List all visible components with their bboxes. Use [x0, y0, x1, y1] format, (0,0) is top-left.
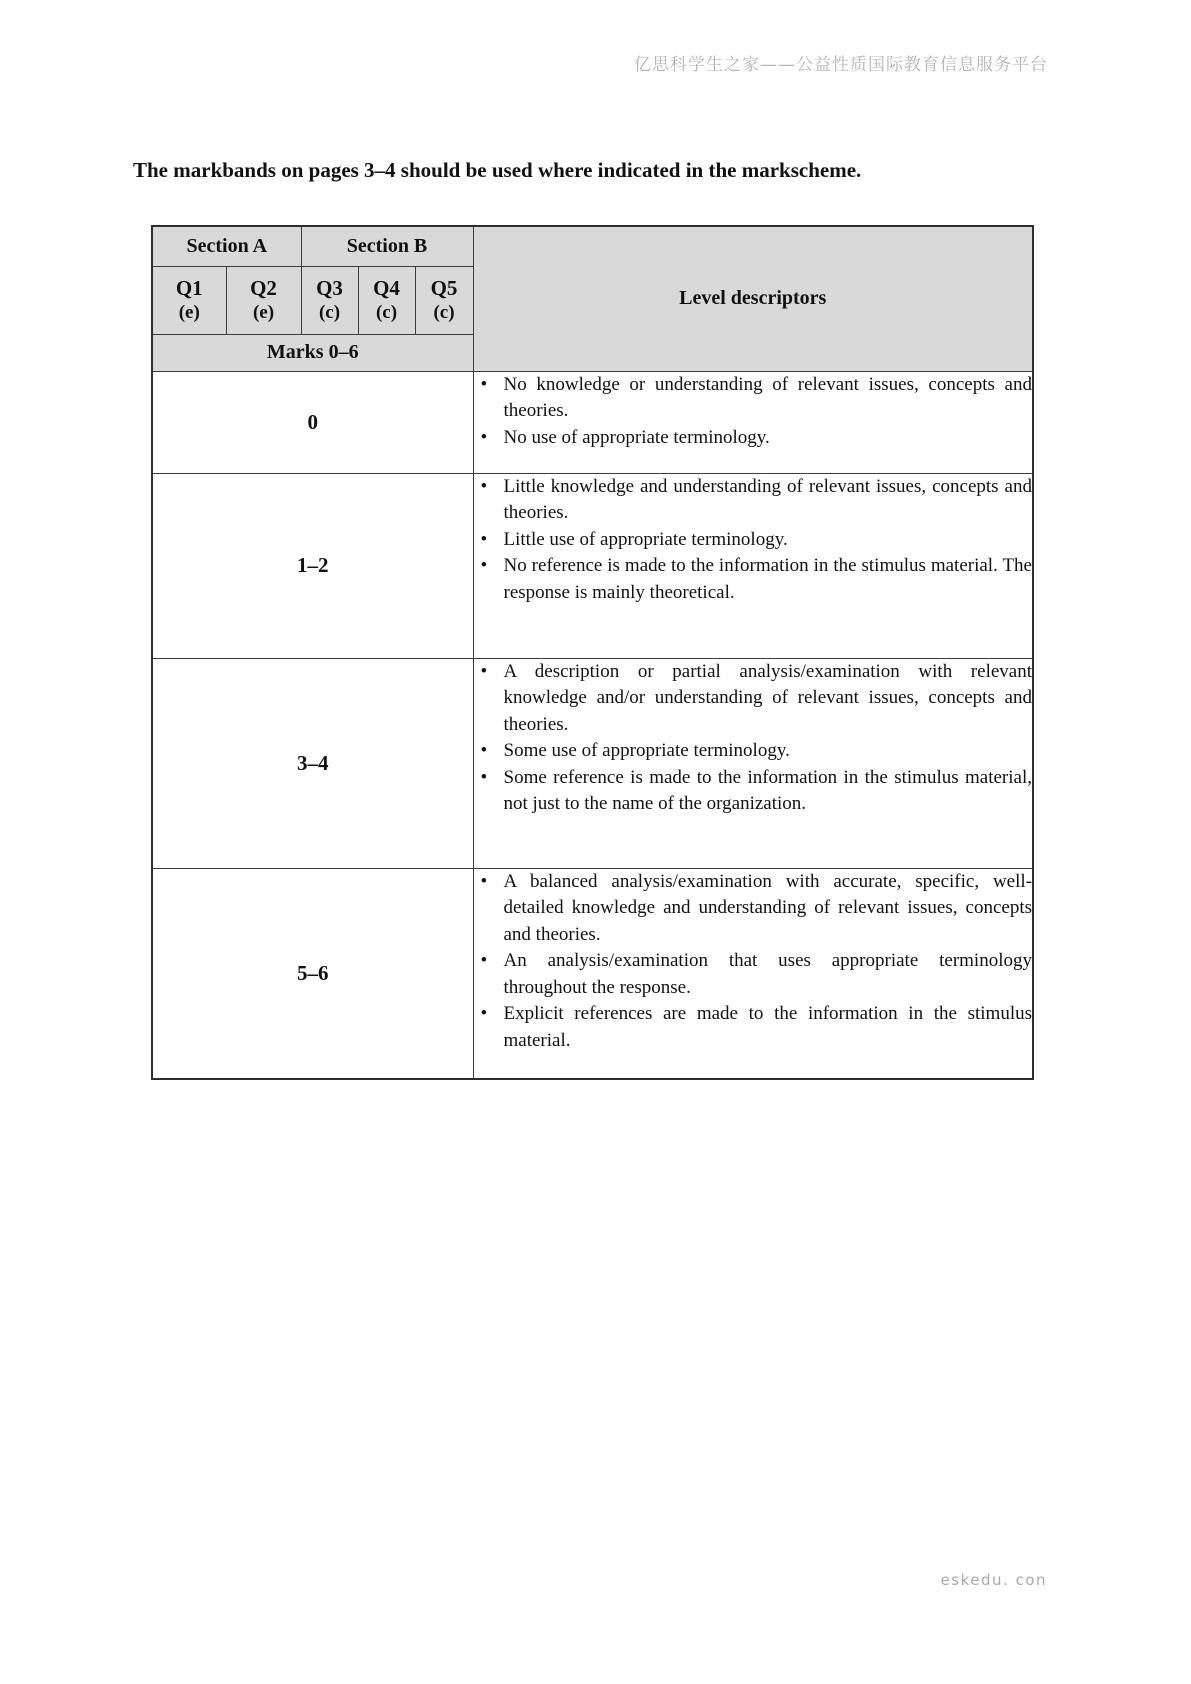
question-header-q5: [415, 266, 473, 334]
markband-row: [152, 868, 1033, 1079]
question-number: Q5: [430, 276, 458, 300]
descriptor-bullet: • Little knowledge and understanding of relevant issues, concepts and theories.: [474, 474, 1033, 527]
level-descriptor-cell: [473, 473, 1033, 658]
markband-table: [151, 225, 1034, 1080]
level-descriptor-cell: [473, 371, 1033, 473]
header-site-watermark: 亿思科学生之家——公益性质国际教育信息服务平台: [634, 55, 1048, 75]
descriptor-bullet: • No knowledge or understanding of relevant issues, concepts and theories.: [474, 372, 1033, 425]
question-header-q3: [301, 266, 358, 334]
descriptor-list: [474, 474, 1033, 607]
question-type: (e): [178, 302, 200, 323]
marks-range-header: Marks 0–6: [152, 334, 473, 371]
descriptor-bullet: • No reference is made to the information in the stimulus material. The response is mainly theoretical.: [474, 553, 1033, 606]
descriptor-list: [474, 659, 1033, 818]
descriptor-list: [474, 869, 1033, 1055]
question-header-q1: [152, 266, 226, 334]
marks-value: 1–2: [152, 473, 473, 658]
descriptor-bullet: • Some reference is made to the information in the stimulus material, not just to the name of the organization.: [474, 765, 1033, 818]
descriptor-bullet: • An analysis/examination that uses appropriate terminology throughout the response.: [474, 948, 1033, 1001]
footer-site-watermark: eskedu. con: [940, 1571, 1047, 1589]
marks-value: 5–6: [152, 868, 473, 1079]
question-type: (e): [252, 302, 275, 323]
level-descriptor-cell: [473, 868, 1033, 1079]
descriptor-bullet: • Some use of appropriate terminology.: [474, 738, 1033, 765]
descriptor-bullet: • A balanced analysis/examination with accurate, specific, well-detailed knowledge and understanding of relevant issues, concepts and theories.: [474, 869, 1033, 949]
question-number: Q2: [250, 276, 277, 300]
question-number: Q4: [373, 276, 400, 300]
markband-row: [152, 658, 1033, 868]
markband-row: [152, 371, 1033, 473]
question-number: Q3: [316, 276, 343, 300]
page-title: The markbands on pages 3–4 should be used where indicated in the markscheme.: [133, 158, 862, 182]
question-type: (c): [318, 302, 341, 323]
descriptor-list: [474, 372, 1033, 452]
descriptor-bullet: • A description or partial analysis/examination with relevant knowledge and/or understanding of relevant issues, concepts and theories.: [474, 659, 1033, 739]
question-header-q2: [226, 266, 301, 334]
descriptor-bullet: • Little use of appropriate terminology.: [474, 527, 1033, 554]
section-b-header: Section B: [301, 226, 473, 266]
question-type: (c): [375, 302, 398, 323]
marks-value: 0: [152, 371, 473, 473]
descriptor-bullet: • Explicit references are made to the information in the stimulus material.: [474, 1001, 1033, 1054]
question-type: (c): [433, 302, 455, 323]
level-descriptor-cell: [473, 658, 1033, 868]
question-number: Q1: [175, 276, 203, 300]
question-header-q4: [358, 266, 415, 334]
markband-row: [152, 473, 1033, 658]
marks-value: 3–4: [152, 658, 473, 868]
level-descriptors-header: Level descriptors: [473, 226, 1033, 371]
descriptor-bullet: • No use of appropriate terminology.: [474, 425, 1033, 452]
section-a-header: Section A: [152, 226, 301, 266]
